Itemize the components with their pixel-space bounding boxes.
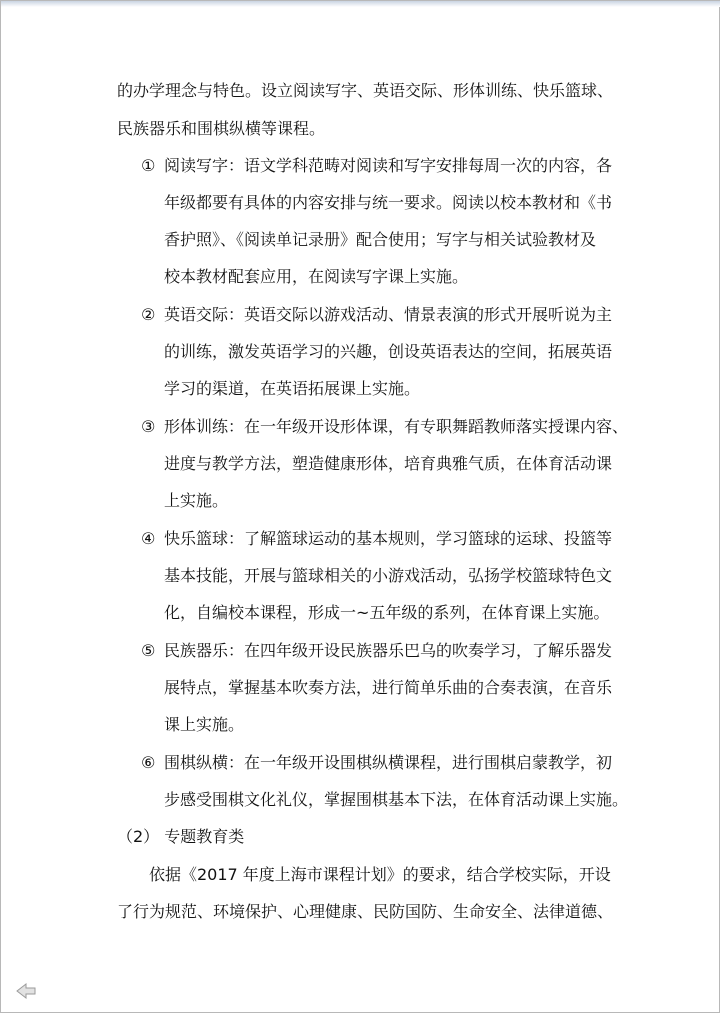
item-1-line-4: 校本教材配套应用，在阅读写字课上实施。 — [164, 267, 469, 286]
item-4-line-1: 快乐篮球：了解篮球运动的基本规则，学习篮球的运球、投篮等 — [164, 529, 613, 548]
item-2-line-2: 的训练，激发英语学习的兴趣，创设英语表达的空间，拓展英语 — [164, 342, 613, 361]
item-number-5: ⑤ — [141, 641, 156, 660]
item-1-line-3: 香护照》、《阅读单记录册》配合使用；写字与相关试验教材及 — [164, 230, 597, 249]
item-3-line-3: 上实施。 — [164, 491, 229, 510]
paragraph-line-2: 了行为规范、环境保护、心理健康、民防国防、生命安全、法律道德、 — [117, 902, 614, 921]
item-4-line-2: 基本技能，开展与篮球相关的小游戏活动，弘扬学校篮球特色文 — [164, 566, 613, 585]
item-4-line-3: 化，自编校本课程，形成一~五年级的系列，在体育课上实施。 — [164, 603, 610, 622]
intro-line-1: 的办学理念与特色。设立阅读写字、英语交际、形体训练、快乐篮球、 — [117, 81, 614, 100]
item-3-line-2: 进度与教学方法，塑造健康形体，培育典雅气质，在体育活动课 — [164, 454, 613, 473]
item-6-line-2: 步感受围棋文化礼仪，掌握围棋基本下法，在体育活动课上实施。 — [164, 790, 629, 809]
item-number-4: ④ — [141, 529, 156, 548]
item-number-3: ③ — [141, 417, 156, 436]
paragraph-line-1: 依据《2017 年度上海市课程计划》的要求，结合学校实际，开设 — [149, 865, 611, 884]
document-page — [1, 1, 720, 1014]
item-6-line-1: 围棋纵横：在一年级开设围棋纵横课程，进行围棋启蒙教学，初 — [164, 753, 613, 772]
item-1-line-1: 阅读写字：语文学科范畴对阅读和写字安排每周一次的内容，各 — [164, 156, 613, 175]
item-1-line-2: 年级都要有具体的内容安排与统一要求。阅读以校本教材和《书 — [164, 193, 613, 212]
item-number-6: ⑥ — [141, 753, 156, 772]
item-5-line-2: 展特点，掌握基本吹奏方法，进行简单乐曲的合奏表演，在音乐 — [164, 678, 613, 697]
item-5-line-1: 民族器乐：在四年级开设民族器乐巴乌的吹奏学习，了解乐器发 — [164, 641, 613, 660]
item-2-line-3: 学习的渠道，在英语拓展课上实施。 — [164, 379, 421, 398]
item-number-1: ① — [141, 156, 156, 175]
item-3-line-1: 形体训练：在一年级开设形体课，有专职舞蹈教师落实授课内容、 — [164, 417, 629, 436]
item-number-2: ② — [141, 305, 156, 324]
intro-line-2: 民族器乐和围棋纵横等课程。 — [117, 119, 326, 138]
back-arrow-icon[interactable] — [15, 981, 39, 1001]
item-2-line-1: 英语交际：英语交际以游戏活动、情景表演的形式开展听说为主 — [164, 305, 613, 324]
section-heading: （2） 专题教育类 — [117, 827, 245, 846]
item-5-line-3: 课上实施。 — [164, 715, 245, 734]
